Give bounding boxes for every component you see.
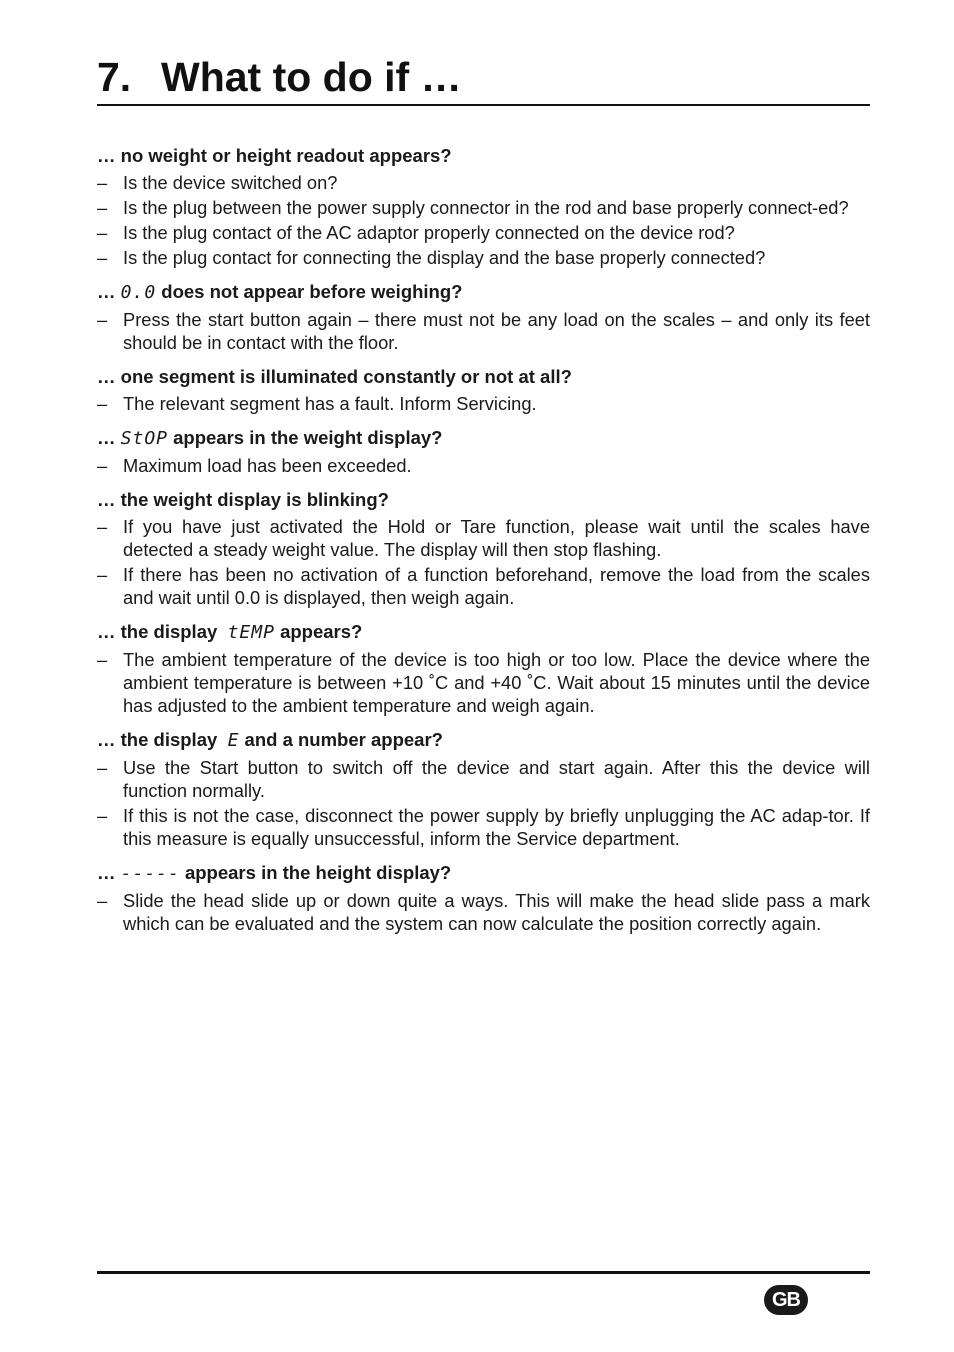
question-ellipsis: … xyxy=(97,729,116,750)
question-ellipsis: … xyxy=(97,862,116,883)
question-lead: the display xyxy=(120,729,218,750)
chapter-title: What to do if … xyxy=(161,54,462,100)
answer-item: – The ambient temperature of the device is too high or too low. Place the device where the ambient temperature is between +10 ˚C and +40 ˚C. Wait about 15 minutes until the device has adjusted to the ambient temperature and weigh again. xyxy=(97,648,870,717)
answer-list xyxy=(97,454,870,477)
question-heading xyxy=(97,488,870,512)
question-text: the weight display is blinking? xyxy=(120,489,389,510)
question-lead: the display xyxy=(120,621,218,642)
segment-display-readout: StOP xyxy=(120,428,168,449)
answer-item: – Maximum load has been exceeded. xyxy=(97,454,870,477)
troubleshooting-section xyxy=(97,426,870,477)
question-heading xyxy=(97,728,870,753)
troubleshooting-section xyxy=(97,488,870,609)
question-ellipsis: … xyxy=(97,281,116,302)
answer-list xyxy=(97,756,870,850)
troubleshooting-section xyxy=(97,365,870,415)
troubleshooting-section xyxy=(97,280,870,354)
answer-item: – If you have just activated the Hold or Tare function, please wait until the scales have detected a steady weight value. The display will then stop flashing. xyxy=(97,515,870,561)
chapter-number: 7. xyxy=(97,54,132,100)
answer-item: – Is the device switched on? xyxy=(97,171,870,194)
question-ellipsis: … xyxy=(97,489,116,510)
troubleshooting-section xyxy=(97,144,870,269)
answer-list xyxy=(97,889,870,935)
answer-item: – Is the plug contact of the AC adaptor properly connected on the device rod? xyxy=(97,221,870,244)
answer-item: – Use the Start button to switch off the device and start again. After this the device will function normally. xyxy=(97,756,870,802)
header-rule xyxy=(97,104,870,106)
question-ellipsis: … xyxy=(97,145,116,166)
question-text: no weight or height readout appears? xyxy=(120,145,452,166)
answer-list xyxy=(97,392,870,415)
question-text: appears in the height display? xyxy=(184,862,452,883)
answer-list xyxy=(97,171,870,269)
footer-rule xyxy=(97,1271,870,1274)
troubleshooting-section xyxy=(97,728,870,850)
segment-display-readout: 0.0 xyxy=(120,282,157,303)
answer-item: – The relevant segment has a fault. Inform Servicing. xyxy=(97,392,870,415)
answer-list xyxy=(97,648,870,717)
question-text: and a number appear? xyxy=(244,729,443,750)
question-heading xyxy=(97,620,870,645)
question-text: appears in the weight display? xyxy=(173,427,443,448)
question-ellipsis: … xyxy=(97,427,116,448)
language-badge xyxy=(764,1285,808,1315)
answer-item: – Is the plug between the power supply connector in the rod and base properly connect-ed? xyxy=(97,196,870,219)
question-heading xyxy=(97,144,870,168)
answer-item: – Is the plug contact for connecting the display and the base properly connected? xyxy=(97,246,870,269)
question-ellipsis: … xyxy=(97,621,116,642)
question-ellipsis: … xyxy=(97,366,116,387)
language-badge-label: GB xyxy=(772,1288,800,1311)
answer-item: – Press the start button again – there must not be any load on the scales – and only its feet should be in contact with the floor. xyxy=(97,308,870,354)
question-text: appears? xyxy=(280,621,363,642)
answer-item: – If this is not the case, disconnect the power supply by briefly unplugging the AC adap-tor. If this measure is equally unsuccessful, inform the Service department. xyxy=(97,804,870,850)
segment-display-readout: tEMP xyxy=(227,622,275,643)
troubleshooting-section xyxy=(97,861,870,935)
troubleshooting-section xyxy=(97,620,870,717)
question-heading xyxy=(97,280,870,305)
chapter-heading xyxy=(97,52,462,102)
question-heading xyxy=(97,861,870,886)
answer-item: – If there has been no activation of a function beforehand, remove the load from the scales and wait until 0.0 is displayed, then weigh again. xyxy=(97,563,870,609)
segment-display-readout: E xyxy=(227,730,240,751)
answer-list xyxy=(97,308,870,354)
question-heading xyxy=(97,426,870,451)
question-text: does not appear before weighing? xyxy=(161,281,463,302)
question-heading xyxy=(97,365,870,389)
segment-display-readout: ----- xyxy=(120,863,180,884)
question-text: one segment is illuminated constantly or not at all? xyxy=(120,366,572,387)
answer-item: – Slide the head slide up or down quite a ways. This will make the head slide pass a mark which can be evaluated and the system can now calculate the position correctly again. xyxy=(97,889,870,935)
answer-list xyxy=(97,515,870,609)
troubleshooting-list xyxy=(97,144,870,946)
